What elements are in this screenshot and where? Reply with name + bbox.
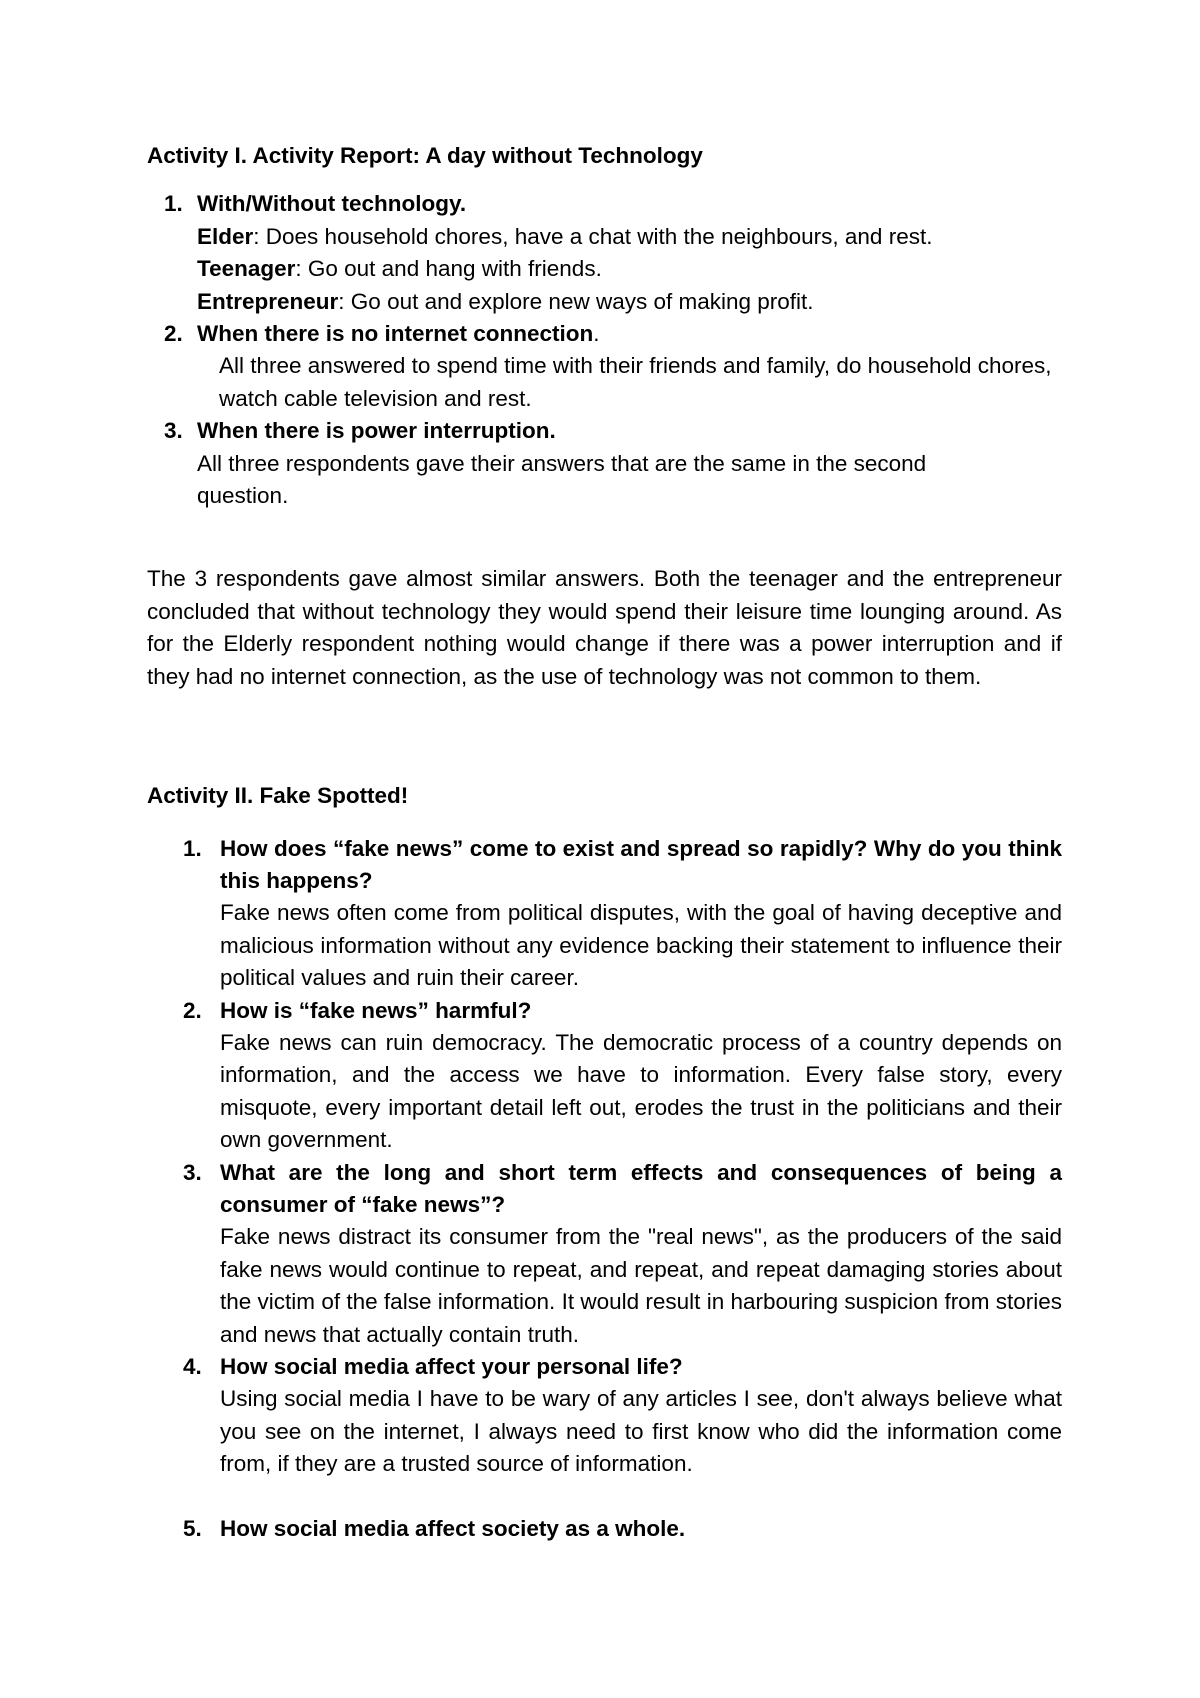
activity-2-item-5 xyxy=(183,1513,1062,1545)
item-number: 3. xyxy=(164,418,183,444)
item-answer: All three answered to spend time with their friends and family, do household chores, watch cable television and rest. xyxy=(219,353,1052,411)
activity-1-item-2 xyxy=(164,318,1062,415)
item-question: With/Without technology. xyxy=(197,191,467,217)
answer-elder xyxy=(197,221,1062,253)
activity-1-list xyxy=(147,188,1062,512)
answer-text: : Does household chores, have a chat with the neighbours, and rest. xyxy=(253,223,933,249)
answer-text: : Go out and hang with friends. xyxy=(295,256,602,282)
activity-2-item-3 xyxy=(183,1157,1062,1351)
item-question: How social media affect society as a whole. xyxy=(220,1515,686,1541)
item-number: 2. xyxy=(164,321,183,347)
activity-1-summary: The 3 respondents gave almost similar answers. Both the teenager and the entrepreneur concluded that without technology they would spend their leisure time lounging around. As for the Elderly respondent nothing would change if there was a power interruption and if they had no internet connection, as the use of technology was not common to them. xyxy=(147,566,1062,689)
item-answer: Fake news can ruin democracy. The democratic process of a country depends on information, and the access we have to information. Every false story, every misquote, every important detail left out, erodes the trust in the politicians and their own government. xyxy=(220,1029,1062,1153)
activity-2-item-2 xyxy=(183,995,1062,1157)
activity-1-item-3 xyxy=(164,415,1062,512)
item-number: 4. xyxy=(183,1354,202,1379)
item-number: 5. xyxy=(183,1515,202,1541)
item-question: When there is no internet connection xyxy=(197,321,594,347)
item-answer: Fake news distract its consumer from the "real news", as the producers of the said fake news would continue to repeat, and repeat, and repeat damaging stories about the victim of the false information. It would result in harbouring suspicion from stories and news that actually contain truth. xyxy=(220,1224,1062,1347)
answer-label: Teenager xyxy=(197,256,296,282)
item-question: What are the long and short term effects and consequences of being a consumer of “fake news”? xyxy=(220,1159,1062,1217)
activity-2-list xyxy=(147,833,1062,1546)
document-page xyxy=(147,140,1062,1545)
activity-1-item-1 xyxy=(164,188,1062,318)
activity-1-heading: Activity I. Activity Report: A day without Technology xyxy=(147,143,703,168)
item-number: 1. xyxy=(183,835,202,861)
item-number: 1. xyxy=(164,191,183,217)
activity-2-item-1 xyxy=(183,833,1062,995)
item-answer: Fake news often come from political disputes, with the goal of having deceptive and malicious information without any evidence backing their statement to influence their political values and ruin their career. xyxy=(220,900,1062,991)
item-number: 2. xyxy=(183,997,202,1023)
activity-2-heading: Activity II. Fake Spotted! xyxy=(147,783,409,809)
answer-label: Elder xyxy=(197,223,254,249)
question-suffix: . xyxy=(593,321,600,347)
answer-entrepreneur xyxy=(197,286,1062,318)
item-question: How social media affect your personal life? xyxy=(220,1354,683,1379)
item-question: How is “fake news” harmful? xyxy=(220,997,532,1023)
item-question: When there is power interruption. xyxy=(197,418,556,444)
item-number: 3. xyxy=(183,1159,202,1185)
answer-text: : Go out and explore new ways of making profit. xyxy=(338,288,814,314)
item-question: How does “fake news” come to exist and spread so rapidly? Why do you think this happens? xyxy=(220,835,1062,893)
answer-label: Entrepreneur xyxy=(197,288,339,314)
item-answer: Using social media I have to be wary of any articles I see, don't always believe what you see on the internet, I always need to first know who did the information come from, if they are a trusted source of information. xyxy=(220,1386,1062,1477)
answer-teenager xyxy=(197,253,1062,285)
activity-2-item-4 xyxy=(183,1351,1062,1481)
item-answer: All three respondents gave their answers that are the same in the second question. xyxy=(197,450,927,509)
